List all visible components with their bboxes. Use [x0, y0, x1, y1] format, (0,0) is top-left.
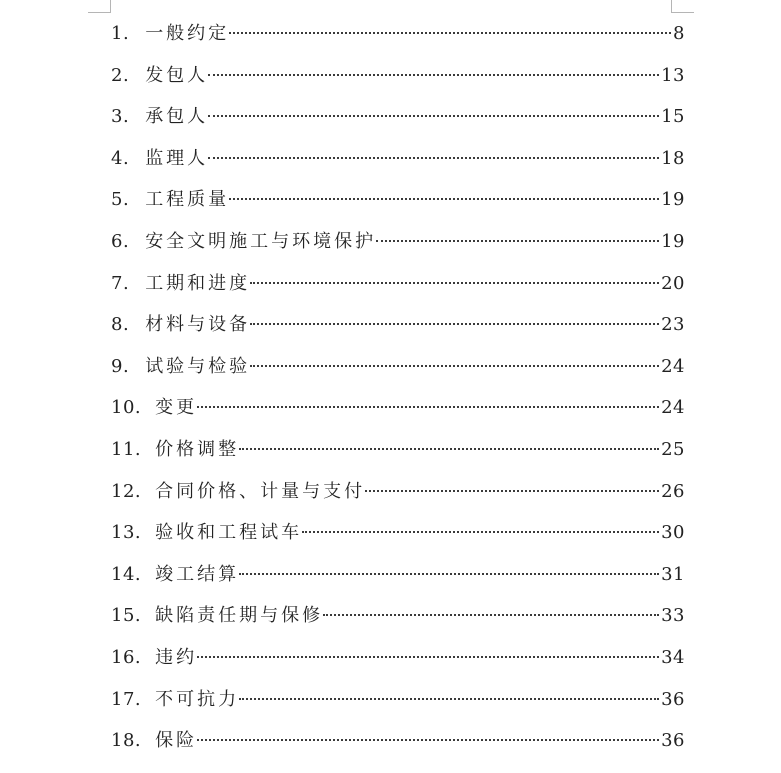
toc-entry-number: 10.: [111, 397, 142, 419]
toc-entry-title: 承包人: [145, 106, 209, 128]
toc-entry-title: 验收和工程试车: [155, 522, 303, 544]
table-of-contents: [111, 13, 685, 762]
toc-entry-title: 试验与检验: [145, 355, 251, 377]
toc-dot-leader: [229, 31, 671, 34]
toc-dot-leader: [208, 156, 659, 159]
toc-dot-leader: [197, 655, 659, 658]
toc-dot-leader: [239, 697, 659, 700]
toc-entry-title: 工期和进度: [145, 272, 251, 294]
toc-dot-leader: [250, 281, 659, 284]
toc-entry-page: 33: [661, 605, 685, 627]
toc-entry-number: 18.: [111, 730, 142, 752]
toc-entry-page: 36: [661, 730, 685, 752]
toc-entry-page: 30: [661, 522, 685, 544]
toc-entry-13[interactable]: [111, 512, 685, 554]
toc-entry-page: 19: [661, 189, 685, 211]
toc-entry-number: 9.: [111, 355, 130, 377]
toc-entry-page: 13: [661, 64, 685, 86]
toc-entry-1[interactable]: [111, 13, 685, 55]
toc-entry-title: 工程质量: [145, 189, 230, 211]
toc-entry-page: 23: [661, 314, 685, 336]
toc-entry-15[interactable]: [111, 595, 685, 637]
toc-entry-title: 合同价格、计量与支付: [155, 480, 366, 502]
toc-dot-leader: [197, 405, 659, 408]
toc-entry-number: 1.: [111, 23, 130, 44]
toc-dot-leader: [376, 239, 659, 242]
toc-entry-page: 20: [661, 272, 685, 294]
toc-entry-number: 5.: [111, 189, 130, 211]
toc-entry-number: 16.: [111, 646, 142, 668]
toc-entry-title: 一般约定: [145, 23, 230, 44]
toc-entry-page: 24: [661, 355, 685, 377]
toc-entry-title: 价格调整: [155, 438, 240, 460]
toc-entry-5[interactable]: [111, 179, 685, 221]
toc-entry-number: 3.: [111, 106, 130, 128]
toc-entry-number: 2.: [111, 64, 130, 86]
toc-entry-page: 34: [661, 646, 685, 668]
toc-entry-7[interactable]: [111, 263, 685, 305]
toc-entry-title: 违约: [155, 646, 198, 668]
toc-entry-page: 36: [661, 688, 685, 710]
toc-entry-11[interactable]: [111, 429, 685, 471]
toc-entry-page: 8: [673, 23, 685, 44]
toc-entry-2[interactable]: [111, 55, 685, 97]
toc-entry-title: 缺陷责任期与保修: [155, 605, 324, 627]
toc-entry-8[interactable]: [111, 304, 685, 346]
toc-entry-number: 17.: [111, 688, 142, 710]
toc-entry-page: 31: [661, 563, 685, 585]
crop-mark-top-right: [671, 0, 694, 13]
toc-entry-12[interactable]: [111, 471, 685, 513]
toc-entry-title: 监理人: [145, 147, 209, 169]
toc-dot-leader: [239, 447, 659, 450]
toc-entry-16[interactable]: [111, 637, 685, 679]
toc-dot-leader: [250, 364, 659, 367]
toc-entry-title: 变更: [155, 397, 198, 419]
toc-entry-title: 发包人: [145, 64, 209, 86]
toc-entry-number: 15.: [111, 605, 142, 627]
toc-entry-6[interactable]: [111, 221, 685, 263]
toc-entry-page: 26: [661, 480, 685, 502]
toc-dot-leader: [250, 322, 659, 325]
toc-entry-14[interactable]: [111, 554, 685, 596]
toc-entry-title: 竣工结算: [155, 563, 240, 585]
toc-entry-page: 19: [661, 230, 685, 252]
toc-entry-number: 7.: [111, 272, 130, 294]
toc-entry-page: 18: [661, 147, 685, 169]
toc-entry-9[interactable]: [111, 346, 685, 388]
toc-entry-title: 保险: [155, 730, 198, 752]
toc-dot-leader: [208, 114, 659, 117]
toc-entry-number: 14.: [111, 563, 142, 585]
toc-dot-leader: [197, 738, 659, 741]
toc-dot-leader: [239, 572, 659, 575]
toc-entry-number: 11.: [111, 438, 142, 460]
toc-dot-leader: [365, 489, 659, 492]
toc-entry-title: 材料与设备: [145, 314, 251, 336]
toc-dot-leader: [229, 197, 659, 200]
toc-entry-10[interactable]: [111, 387, 685, 429]
toc-entry-number: 6.: [111, 230, 130, 252]
toc-dot-leader: [208, 73, 659, 76]
toc-entry-17[interactable]: [111, 679, 685, 721]
toc-entry-number: 4.: [111, 147, 130, 169]
toc-entry-page: 25: [661, 438, 685, 460]
toc-entry-page: 15: [661, 106, 685, 128]
toc-entry-page: 24: [661, 397, 685, 419]
toc-entry-number: 13.: [111, 522, 142, 544]
toc-entry-title: 安全文明施工与环境保护: [145, 230, 377, 252]
toc-dot-leader: [323, 613, 659, 616]
toc-entry-4[interactable]: [111, 138, 685, 180]
toc-entry-number: 12.: [111, 480, 142, 502]
toc-dot-leader: [302, 530, 659, 533]
crop-mark-top-left: [88, 0, 111, 13]
toc-entry-3[interactable]: [111, 96, 685, 138]
toc-entry-title: 不可抗力: [155, 688, 240, 710]
toc-entry-number: 8.: [111, 314, 130, 336]
toc-entry-18[interactable]: [111, 720, 685, 762]
